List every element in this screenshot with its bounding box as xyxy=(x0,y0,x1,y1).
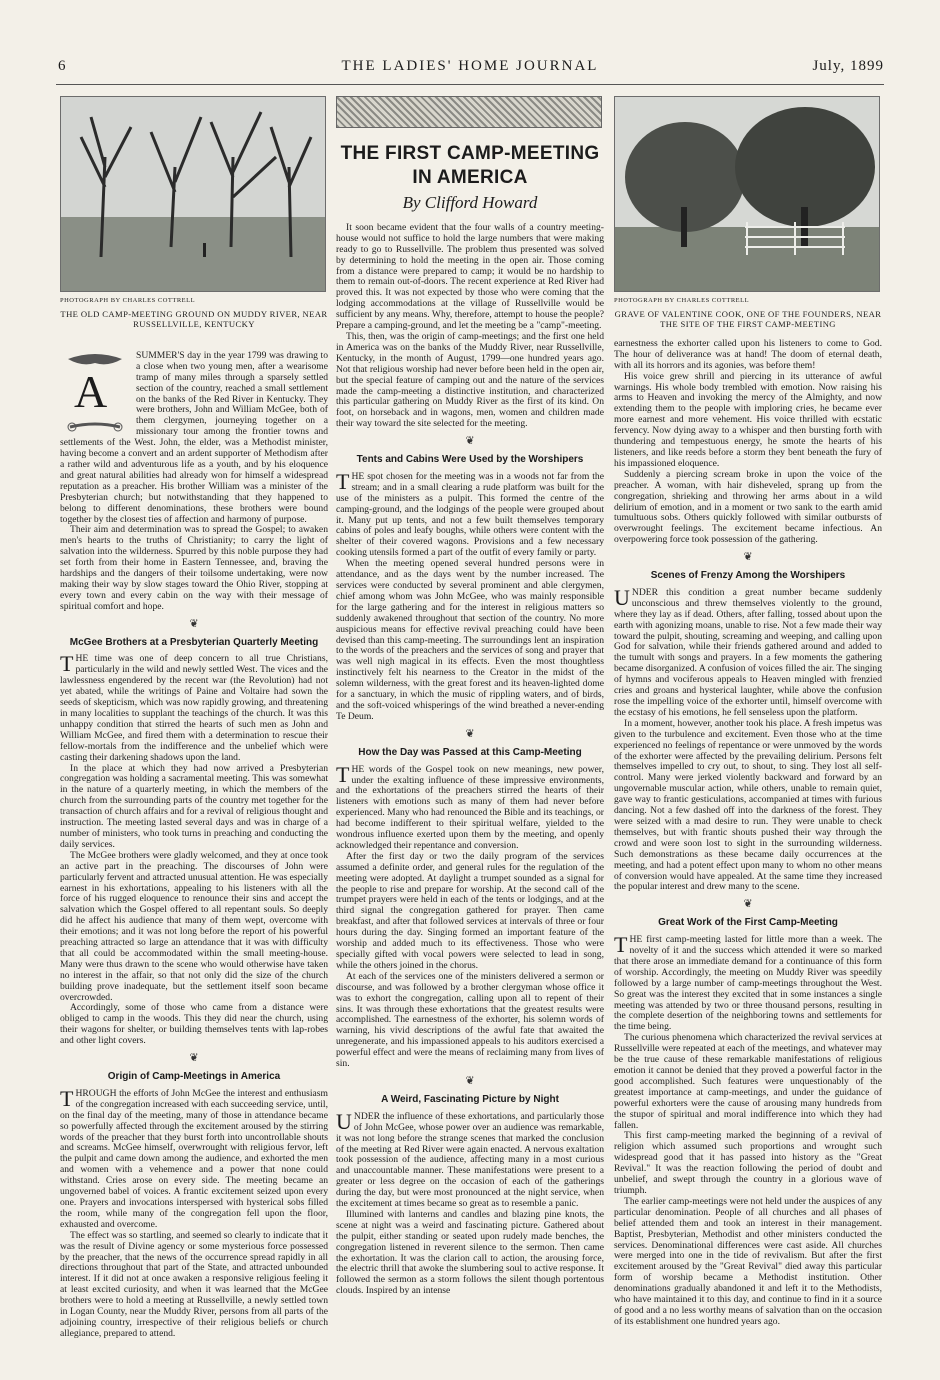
paragraph: UNDER the influence of these exhortations, and particularly those of John McGee, whose power over an audience was remarkable, it was not long before the strange scenes that marked the conclusion of the meeting at Red River were again enacted. A nervous exaltation took possession of the audience, affecting many in a most curious and unaccountable manner. These manifestations were present to a greater or less degree on the occasion of each of the gatherings during the day, but were most pronounced at the night service, when the excitement at times became so great as to resemble a panic. xyxy=(336,1108,604,1210)
grave-photo xyxy=(614,96,880,292)
photo-credit: PHOTOGRAPH BY CHARLES COTTRELL xyxy=(60,297,196,304)
section-heading: How the Day was Passed at this Camp-Meeting xyxy=(358,746,582,758)
intro-paragraph: SUMMER'S day in the year 1799 was drawing to a close when two young men, after a wearisome tramp of many miles through a sparsely settled section of the country, reached a small settlement on the banks of the Red River in Kentucky. They were brothers, John and William McGee, both of them clergymen, journeying together on a missionary tour among the frontier towns and settlements of the West. John, the elder, was a Methodist minister, having become a convert and an ardent supporter of Methodism after a rather wild and adventurous life as a youth, and by his eloquence and great natural abilities had already won for himself a widespread reputation as a preacher. His brother William was a minister of the Presbyterian church; but notwithstanding that they happened to belong to different denominations, these brothers were bound together by the closest ties of affection and harmony of purpose. xyxy=(60,349,328,525)
paragraph: THE spot chosen for the meeting was in a woods not far from the stream; and in a small clearing a rude platform was built for the use of the ministers as a pulpit. This formed the centre of the camping-ground, and the lodgings of the people were grouped about it. Many put up tents, and not a few built themselves temporary cabins of poles and leafy boughs, while others were content with the shelter of their covered wagons. Provisions and a few necessary cooking utensils formed a part of the outfit of every family or party. xyxy=(336,468,604,559)
center-column xyxy=(336,96,604,1297)
article-title xyxy=(336,142,604,190)
paragraph: Accordingly, some of those who came from a distance were obliged to camp in the woods. This they did near the church, using their wagons for shelter, or building themselves tents with lap-robes and other light covers. xyxy=(60,1002,328,1047)
drop-cap: U xyxy=(336,1108,352,1134)
paragraph: earnestness the exhorter called upon his listeners to come to God. The hour of deliverance was at hand! The doom of eternal death, with all its horrors and its agonies, was before them! xyxy=(614,337,882,371)
photo-caption: GRAVE OF VALENTINE COOK, ONE OF THE FOUNDERS, NEAR THE SITE OF THE FIRST CAMP-MEETING xyxy=(614,308,882,329)
paragraph: In the place at which they had now arrived a Presbyterian congregation was holding a sacramental meeting. This was somewhat in the nature of a quarterly meeting, in which the members of the church from the surrounding parts of the country met together for the transaction of church affairs and for a revival of religious thought and instruction. The meeting lasted several days and was in charge of a number of ministers, who took turns in preaching and conducting the daily services. xyxy=(60,762,328,850)
drop-cap: T xyxy=(614,932,628,958)
left-column xyxy=(60,96,328,1340)
paragraph: The effect was so startling, and seemed so clearly to indicate that it was the result of Divine agency or some mysterious force possessed by the preacher, that the news of the occurrence spread rapidly in all directions throughout that part of the State, and attracted unbounded interest. If it did not at once awaken a responsive religious feeling it at least excited curiosity, and when it was learned that the McGee brothers were to hold a meeting at Russellville, a newly settled town in Logan County, near the Muddy River, persons from all parts of the adjoining country, irrespective of their religious beliefs or church allegiance, prepared to attend. xyxy=(60,1229,328,1339)
photo-caption: THE OLD CAMP-MEETING GROUND ON MUDDY RIVER, NEAR RUSSELLVILLE, KENTUCKY xyxy=(60,308,328,329)
paragraph: His voice grew shrill and piercing in its utterance of awful warnings. His whole body trembled with emotion. Now raising his arms to Heaven and invoking the mercy of the Almighty, and now extending them to the people with imploring cries, he became ever more earnest and more vehement. His voice thrilled with ecstatic fervency. Now dying away to a whisper and then bursting forth with thundering and tempestuous energy, he smote the hearts of his listeners, and like reeds before a storm they bent beneath the fury of his impassioned eloquence. xyxy=(614,370,882,469)
section-heading: A Weird, Fascinating Picture by Night xyxy=(381,1093,559,1105)
drop-cap: U xyxy=(614,584,630,610)
decorative-banner xyxy=(336,96,602,128)
running-head xyxy=(56,58,884,80)
section-heading: McGee Brothers at a Presbyterian Quarterly Meeting xyxy=(69,636,319,648)
bare-trees-illustration xyxy=(61,97,325,291)
header-rule xyxy=(56,84,884,85)
paragraph: The earlier camp-meetings were not held under the auspices of any particular denomination. People of all churches and all phases of belief attended them and took an interest in their management. Baptist, Presbyterian, Methodist and other ministers conducted the services. Denominational differences were cast aside. All churches were merged into one in the tide of revivalism. But after the first excitement aroused by the "Great Revival" died away this particular form of worship became a Methodist institution. Other denominations gradually abandoned it and left it to the Methodists, who have maintained it to this day, and continue to find in it a source of good and a no less worthy means of salvation than on the occasion of its establishment one hundred years ago. xyxy=(614,1195,882,1327)
drop-cap: T xyxy=(60,1085,74,1111)
section-ornament-icon: ❦ xyxy=(189,617,199,630)
paragraph: This first camp-meeting marked the beginning of a revival of religion which assumed such proportions and wrought such widespread good that it has passed into history as the "Great Revival." It was the reaction following the period of doubt and unbelief, and swept through the country in a glorious wave of triumph. xyxy=(614,1130,882,1196)
paragraph: UNDER this condition a great number became suddenly unconscious and threw themselves violently to the ground, where they lay as if dead. Others, after falling, tossed about upon the earth with agonizing moans, unable to rise. Not a few made their way toward the pulpit, shouting, screaming and weeping, and calling upon God for salvation, while their friends gathered around and added to the tumult with songs and prayers. In a few moments the gathering became disorganized. A confusion of voices filled the air. The singing of hymns and vociferous appeals to Heaven mingled with frenzied cries and groans and hysterical laughter, while above the confusion rose the impelling voice of the exhorter until, himself overcome with the ecstasy of his emotions, he fell senseless upon the platform. xyxy=(614,584,882,718)
paragraph: THE time was one of deep concern to all true Christians, particularly in the wild and newly settled West. The vices and the lawlessness engendered by the recent war (the Revolution) had not yet abated, while the writings of Paine and Voltaire had sown the seeds of skepticism, which was now rapidly growing, and threatening in many localities to supplant the teachings of the church. It was this unhappy condition that stirred the hearts of such men as John and William McGee, and fired them with a determination to rescue their fellow-mortals from the indifference and the unbelief which were casting their darkening shadows upon the land. xyxy=(60,651,328,763)
title-line: THE FIRST CAMP-MEETING xyxy=(340,143,600,164)
drop-cap: T xyxy=(336,468,350,494)
paragraph: THE words of the Gospel took on new meanings, new power, under the exalting influence of these impressive environments, and the exhortations of the preachers stirred the hearts of their listeners with emotions such as many of them had never before experienced. Many who had renounced the Bible and its teachings, or had become indifferent to their spiritual welfare, yielded to the wondrous influence exerted upon them by the meeting, and openly acknowledged their repentance and conversion. xyxy=(336,761,604,851)
paragraph: Their aim and determination was to spread the Gospel; to awaken men's hearts to the truths of Christianity; to carry the light of salvation into the wilderness. Spurred by this noble purpose they had set forth from their home in Eastern Tennessee, and, braving the hardships and the dangers of their toilsome undertaking, were now making their way by slow stages toward the Ohio River, stopping at every town and every cabin on the way with their message of spiritual comfort and hope. xyxy=(60,524,328,612)
drop-cap: T xyxy=(336,761,350,787)
paragraph: Suddenly a piercing scream broke in upon the voice of the preacher. A woman, with hair disheveled, sprang up from the congregation, shrieking and throwing her arms about in a wild delirium of emotion, and in a moment or two sank to the earth amid tumultuous sobs. Others quickly followed with similar outbursts of overwrought feelings. The excitement became infectious. An overpowering force took possession of the gathering. xyxy=(614,468,882,546)
journal-title: THE LADIES' HOME JOURNAL xyxy=(341,58,599,74)
issue-date: July, 1899 xyxy=(812,58,884,74)
section-ornament-icon: ❦ xyxy=(465,727,475,740)
section-ornament-icon: ❦ xyxy=(189,1052,199,1065)
right-text-block xyxy=(614,339,882,546)
initial-letter: A xyxy=(74,365,108,417)
paragraph: After the first day or two the daily program of the services assumed a definite order, and general rules for the regulation of the meeting were adopted. At daylight a trumpet sounded as a signal for the people to rise and prepare for worship. At the second call of the trumpet prayers were held in each of the tents or lodgings, and at the third signal the congregation gathered for prayer. Then came breakfast, and after that followed services at intervals of three or four hours during the day. Singing formed an important feature of the worship and added much to its effectiveness. Those who were specially gifted with vocal powers were selected to lead in song, while the others joined in the chorus. xyxy=(336,850,604,971)
paragraph: THE first camp-meeting lasted for little more than a week. The novelty of it and the success which attended it were so marked that there arose an immediate demand for a continuance of this form of worship. Accordingly, the meeting on Muddy River was speedily followed by a large number of camp-meetings throughout the West. So great was the interest they excited that in some instances a single meeting was attended by two or three thousand persons, resulting in the complete desertion of the neighboring towns and settlements for the time being. xyxy=(614,932,882,1033)
section-ornament-icon: ❦ xyxy=(465,1074,475,1087)
ornamental-initial xyxy=(60,351,130,433)
section-ornament-icon: ❦ xyxy=(743,898,753,911)
paragraph: The McGee brothers were gladly welcomed, and they at once took an active part in the preaching. The discourses of John were particularly fervent and attracted unusual attention. He was especially earnest in his exhortations, appealing to his listeners with all the force of his rugged eloquence to renounce their sins and accept the salvation which the Gospel offered to all repentant souls. So deeply did he affect his audience that many of them wept, overcome with their emotions; and it was not long before the report of his powerful preaching attracted so large an attendance that it was with difficulty that all could be accommodated within the small meeting-house. Many were thus drawn to the scene who would otherwise have taken no interest in the affair, so that not only did the size of the church building prove inadequate, but the settlement itself soon became overcrowded. xyxy=(60,849,328,1003)
paragraph: The curious phenomena which characterized the revival services at Russellville were repeated at each of the meetings, and whatever may be the true cause of these remarkable manifestations of religious emotion it cannot be denied that they proved a powerful factor in the good accomplished. Such features were unquestionably of the greatest importance at camp-meetings, and under the guidance of powerful exhorters were the cause of arousing many hundreds from the stupor of spiritual and moral indifference into which they had fallen. xyxy=(614,1032,882,1131)
right-column xyxy=(614,96,882,1328)
byline: By Clifford Howard xyxy=(402,193,538,212)
paragraph: It soon became evident that the four walls of a country meeting-house would not suffice to hold the large numbers that were making ready to go to Russellville. The problem thus presented was solved by determining to hold the meeting in the open air. Those coming from a distance were prepared to camp; it would be no hardship to them to remain out-of-doors. The recent experience at Red River had proved this. It was not expected by those who were coming that the lodging accommodations at the village of Russellville would be sufficient by any means. Why, therefore, attempt to house the people? Prepare a camping-ground, and let the meeting be a "camp"-meeting. xyxy=(336,221,604,332)
paragraph: In a moment, however, another took his place. A fresh impetus was given to the turbulence and excitement. Even those who at the time experienced no feelings of repentance or were unmoved by the words of the exhorter were affected by the prevailing delirium. Persons felt themselves impelled to cry out, to shout, to sing. They lost all self-control. Many were jerked violently backward and forward by an ungovernable muscular action, while others, unable to remain quiet, gave way to frantic gesticulations, accompanied at times with furious dancing. Not a few dashed off into the darkness of the forest. They were seized with a mad desire to run. They were unable to check themselves, but with frantic shouts pushed their way through the crowd and were soon lost to sight in the surrounding wilderness. Such demonstrations as these became daily occurrences at the meeting, and had a potent effect upon many to whom no other means of conversion would have appealed. At the same time they increased the popular interest and drew many to the scene. xyxy=(614,717,882,893)
camp-ground-photo xyxy=(60,96,326,292)
section-heading: Tents and Cabins Were Used by the Worshipers xyxy=(356,454,584,466)
page-number: 6 xyxy=(58,58,67,74)
section-ornament-icon: ❦ xyxy=(743,551,753,564)
photo-credit: PHOTOGRAPH BY CHARLES COTTRELL xyxy=(614,297,750,304)
paragraph: THROUGH the efforts of John McGee the interest and enthusiasm of the congregation increased with each succeeding service, until, on the final day of the meeting, many of those in attendance became so powerfully affected through the excitement aroused by the stirring words of the preacher that they burst forth into uncontrollable shouts and screams. McGee himself, overwrought with religious fervor, left the pulpit and came down among the audience, and exhorted the men and women with a vehemence and a power that none could withstand. Cries arose on every side. The meeting became an ungoverned babel of voices. A frantic excitement seized upon every one. Prayers and invocations interspersed with hysterical sobs filled the room, while many of the congregation fell upon the floor, exhausted and overcome. xyxy=(60,1085,328,1230)
paragraph: When the meeting opened several hundred persons were in attendance, and as the days went by the number increased. The services were conducted by several prominent and able clergymen, chief among whom was John McGee, who was mainly responsible for the large gathering and for the interest in religious matters so suddenly awakened throughout that section of the country. No more auspicious means for effective revival preaching could have been devised than this camp-meeting. The surroundings lent an inspiration to the words of the preachers and the services of song and prayer that was well nigh magical in its effects. Even the most thoughtless instinctively felt his nearness to the Creator in the midst of the solemn wilderness, with the great forest and its heaven-lighted dome for a sanctuary, in which the music of rippling waters, and of birds, and the soft-voiced whisperings of the wind breathed a never-ending Te Deum. xyxy=(336,558,604,722)
drop-cap: T xyxy=(60,651,74,677)
grave-trees-illustration xyxy=(615,97,879,291)
paragraph: This, then, was the origin of camp-meetings; and the first one held in America was on the banks of the Muddy River, near Russellville, Kentucky, in the month of August, 1799—one hundred years ago. Not that religious worship had never before been held in the open air, but the special feature of camping out and the nature of the services made the camp-meeting a distinctive institution, and characterized this particular gathering on Muddy River as the first of its kind. On foot, on horseback and in wagons, men, women and children made their way toward the site selected for the meeting. xyxy=(336,330,604,430)
section-heading: Origin of Camp-Meetings in America xyxy=(107,1071,281,1082)
section-heading: Scenes of Frenzy Among the Worshipers xyxy=(650,570,846,582)
section-heading: Great Work of the First Camp-Meeting xyxy=(658,917,838,929)
section-ornament-icon: ❦ xyxy=(465,435,475,448)
intro-block xyxy=(60,351,328,613)
paragraph: Illumined with lanterns and candles and blazing pine knots, the scene at night was a weird and fascinating picture. Gathered about the pulpit, either standing or seated upon rudely made benches, the congregation listened in reverent silence to the sermon. Then came the exhortation. It was the clarion call to action, the arousing force, the electric thrill that awoke the slumbering soul to active response. It followed the sermon as a storm follows the silent though portentous clouds. Inspired by an intense xyxy=(336,1208,604,1297)
title-line: IN AMERICA xyxy=(412,167,528,188)
paragraph: At each of the services one of the ministers delivered a sermon or discourse, and was followed by a brother clergyman whose office it was to exhort the congregation, calling upon all to repent of their sins. It was through these exhortations that the greatest results were accomplished. The earnestness of the exhorter, his solemn words of warning, his vivid descriptions of the awful fate that awaited the unregenerate, and his impassioned appeals to his auditors exercised a powerful effect and were the means of reclaiming many from lives of sin. xyxy=(336,970,604,1070)
